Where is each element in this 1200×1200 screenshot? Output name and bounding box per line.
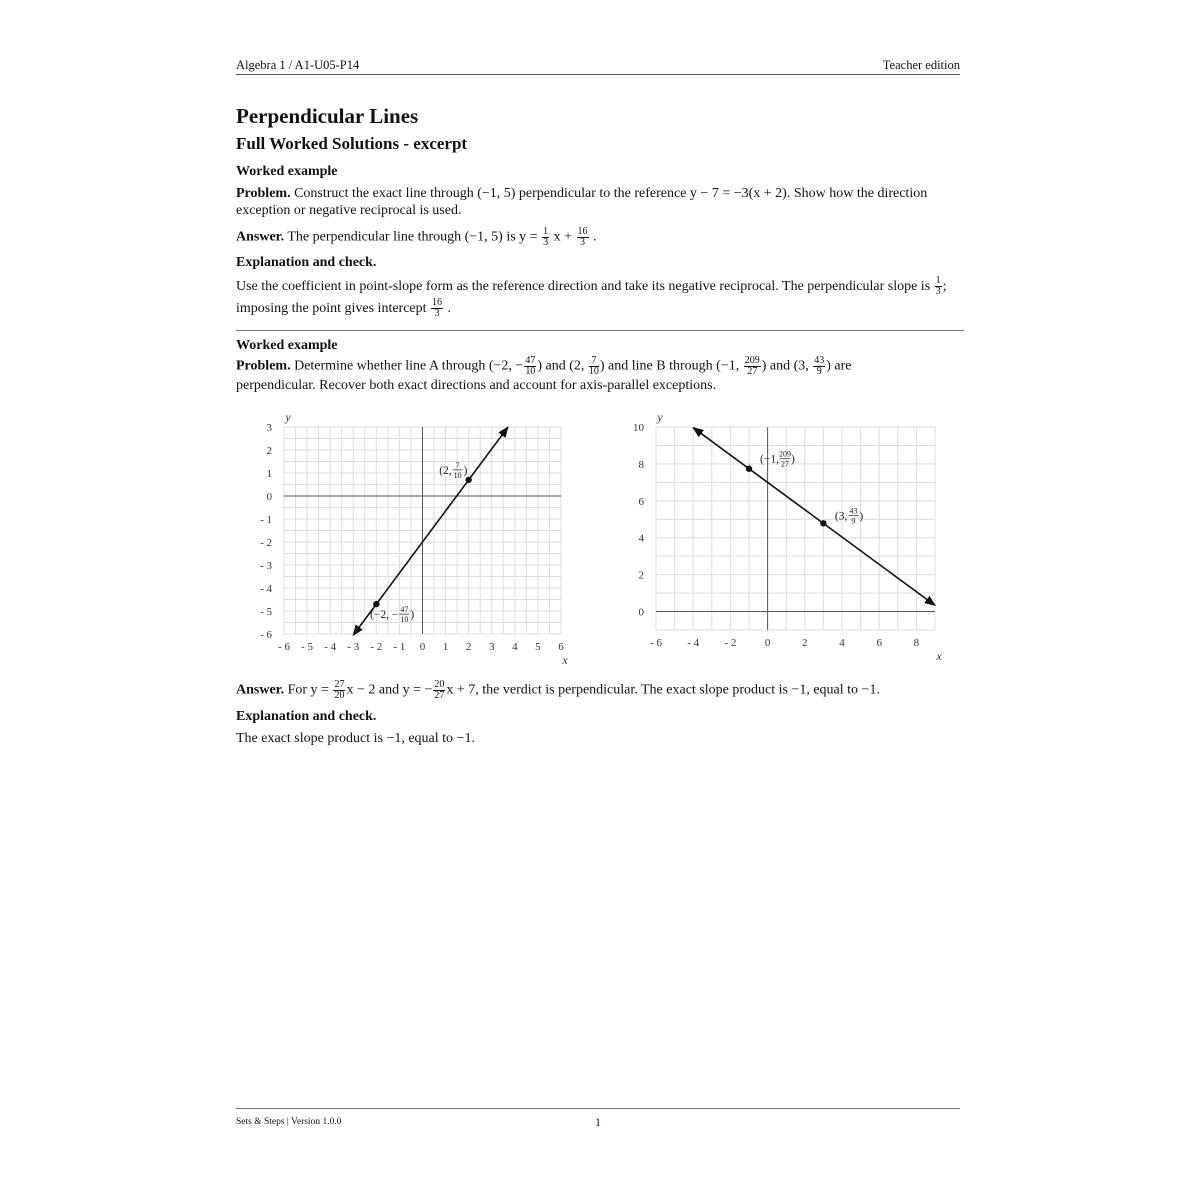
x-axis-label: x [562,653,568,667]
y-tick-label: 0 [266,491,272,503]
problem-text-2: perpendicular. Recover both exact directions and account for axis-parallel exceptions. [236,378,717,393]
problem-text: ) and (3, [761,358,809,374]
problem-text: Determine whether line A through (−2, − [294,358,524,374]
plotted-line [693,428,935,606]
example1-explanation-heading: Explanation and check. [236,255,377,270]
x-tick-label: - 2 [724,637,737,649]
x-tick-label: 0 [419,641,426,653]
explanation-text: Use the coefficient in point-slope form as the reference direction and take its negative reciprocal. The perpendicular slope is [236,279,931,294]
page-number: 1 [595,1115,601,1129]
example1-answer [236,227,966,248]
x-tick-label: 6 [876,637,882,649]
problem-text: ) are [826,358,852,374]
example1-heading: Worked example [236,164,338,179]
example2-answer [236,680,966,701]
x-tick-label: - 6 [650,637,662,649]
answer-mid: x + [553,229,572,245]
point-label: (−2, − [370,609,399,622]
x-tick-label: - 3 [347,641,360,653]
y-tick-label: 2 [266,445,272,457]
x-axis-label: x [936,649,942,663]
x-tick-label: 4 [512,641,518,653]
x-tick-label: - 4 [687,637,700,649]
point-label-denominator: 27 [781,459,789,469]
fraction: $\frac{43}{9}$ [814,355,825,377]
point-label: ) [791,453,795,466]
example2-explanation: The exact slope product is −1, equal to −1. [236,731,475,746]
answer-label: Answer. [236,229,285,245]
x-tick-label: - 1 [393,641,406,653]
y-tick-label: 1 [266,468,272,480]
section-divider [236,330,964,331]
problem-text: ) and (2, [537,358,585,374]
point-label: ) [859,510,864,523]
point-label-numerator: 209 [779,449,791,459]
header-edition: Teacher edition [882,58,960,72]
answer-text: The perpendicular line through (−1, 5) is y = [287,229,538,245]
point-label: ) [410,609,415,622]
x-tick-label: 4 [839,637,845,649]
y-tick-label: - 2 [260,537,272,549]
data-point [820,520,826,526]
point-label-denominator: 10 [400,615,409,625]
fraction: $\frac{7}{10}$ [588,355,599,377]
x-tick-label: 6 [558,641,564,653]
problem-text: Construct the exact line through (−1, 5) perpendicular to the reference y − 7 = −3(x + 2). Show how the direction [294,186,928,201]
x-tick-label: 2 [465,641,472,653]
y-tick-label: - 6 [260,629,272,641]
y-tick-label: 0 [638,606,644,619]
y-tick-label: 3 [266,422,272,434]
data-point [465,477,471,483]
point-label: (2, [439,464,452,477]
example2-heading: Worked example [236,338,338,353]
point-label: (3, [834,510,848,523]
fraction: $\frac{27}{20}$ [334,679,345,701]
problem-label: Problem. [236,186,291,201]
problem-text-2: exception or negative reciprocal is used. [236,203,462,218]
y-axis-label: y [657,410,663,424]
data-point [373,601,379,607]
answer-text: x − 2 and y = − [346,682,433,698]
example2-explanation-heading: Explanation and check. [236,709,377,724]
explanation-text-2: imposing the point gives intercept [236,301,427,316]
point-label-numerator: 7 [455,460,460,470]
page-subtitle: Full Worked Solutions - excerpt [236,134,468,153]
punctuation: ; [942,279,947,294]
y-tick-label: - 5 [260,606,272,618]
x-tick-label: - 6 [278,641,290,653]
page-header [236,58,960,75]
point-label: (−1, [760,453,779,466]
grid-lines [656,427,935,630]
x-tick-label: 1 [442,641,449,653]
fraction: $\frac{1}{3}$ [935,275,941,298]
fraction: $\frac{16}{3}$ [432,297,443,320]
example2-problem [236,356,966,394]
x-tick-label: - 5 [301,641,314,653]
x-tick-label: 2 [802,637,808,649]
fraction: $\frac{1}{3}$ [543,226,549,248]
y-tick-label: 6 [638,495,644,508]
example1-explanation [236,276,966,320]
problem-text: ) and line B through (−1, [599,358,740,374]
answer-text: x + 7, the verdict is perpendicular. The exact slope product is −1, equal to −1. [446,682,880,698]
x-tick-label: 3 [489,641,495,653]
y-tick-label: - 4 [260,583,272,595]
problem-label: Problem. [236,358,291,374]
x-tick-label: - 2 [370,641,383,653]
x-tick-label: 0 [764,637,771,649]
example1-problem [236,185,966,219]
y-tick-label: - 3 [260,560,272,572]
punctuation: . [447,301,452,316]
point-label: ) [463,464,468,477]
graph-line-a [240,408,580,668]
y-axis-label: y [285,410,291,424]
y-tick-label: 4 [638,532,644,545]
answer-label: Answer. [236,682,285,698]
page-footer [236,1108,960,1129]
y-tick-label: 8 [638,458,644,471]
fraction: $\frac{209}{27}$ [744,355,760,377]
answer-text: For y = [287,682,329,698]
point-label-denominator: 10 [453,470,462,480]
x-tick-label: - 4 [324,641,337,653]
answer-end: . [593,229,597,245]
footer-version: Sets & Steps | Version 1.0.0 [236,1117,342,1127]
data-point [746,466,752,472]
y-tick-label: 2 [638,569,644,582]
point-label-numerator: 43 [849,506,858,516]
page-title: Perpendicular Lines [236,104,419,128]
y-tick-label: - 1 [260,514,272,526]
fraction: $\frac{47}{10}$ [525,355,536,377]
header-course: Algebra 1 / A1-U05-P14 [236,58,360,72]
graph-line-b [626,408,956,668]
x-tick-label: 8 [913,637,920,649]
fraction: $\frac{16}{3}$ [577,226,588,248]
fraction: $\frac{20}{27}$ [434,679,445,701]
y-tick-label: 10 [633,422,644,434]
x-tick-label: 5 [535,641,541,653]
point-label-denominator: 9 [851,516,856,526]
point-label-numerator: 47 [400,605,409,615]
